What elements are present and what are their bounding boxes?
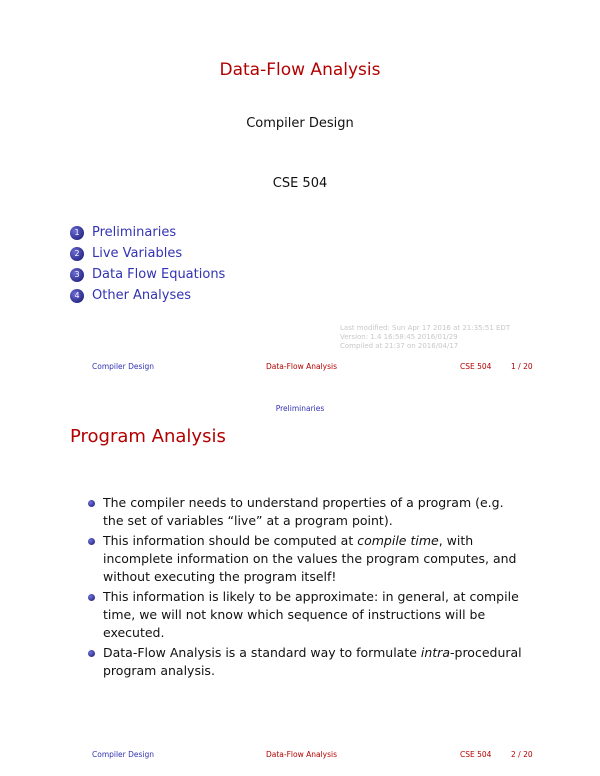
version-info [340,324,510,351]
presentation-subtitle: Compiler Design [246,116,354,131]
toc-item-data-flow-equations[interactable] [70,264,225,285]
footer-course-code: CSE 504 [460,750,492,759]
bullet-text: This information should be computed at compile time, with incomplete information on the values the program computes, and without executing the program itself! [103,533,517,584]
bullet-icon [88,650,95,657]
slide-footer [0,750,600,762]
toc-label: Live Variables [92,246,183,261]
list-item [88,644,528,680]
last-modified: Last modified: Sun Apr 17 2016 at 21:35:51 EDT [340,324,511,332]
section-header[interactable]: Preliminaries [275,404,325,413]
bullet-list [88,494,528,682]
frame-title: Program Analysis [70,426,226,447]
toc-label: Data Flow Equations [92,267,226,282]
toc-number-badge: 2 [70,247,84,261]
bullet-icon [88,594,95,601]
presentation-title: Data-Flow Analysis [219,60,381,80]
version-line: Version: 1.4 16:58:45 2016/01/29 [340,333,458,341]
footer-course-name[interactable]: Compiler Design [92,750,155,759]
content-slide [0,388,600,776]
toc-label: Preliminaries [92,225,177,240]
bullet-text: The compiler needs to understand properties of a program (e.g. the set of variables “live” at a program point). [103,495,504,528]
slide-footer [0,362,600,374]
toc-number-badge: 3 [70,268,84,282]
list-item [88,494,528,530]
footer-page-number: 1 / 20 [511,362,533,371]
bullet-text: Data-Flow Analysis is a standard way to formulate intra-procedural program analysis. [103,645,522,678]
toc-item-preliminaries[interactable] [70,222,225,243]
toc-item-other-analyses[interactable] [70,285,225,306]
bullet-icon [88,538,95,545]
footer-page-number: 2 / 20 [511,750,533,759]
course-code: CSE 504 [272,176,328,191]
table-of-contents [70,222,225,306]
list-item [88,532,528,586]
toc-item-live-variables[interactable] [70,243,225,264]
footer-title[interactable]: Data-Flow Analysis [266,362,338,371]
toc-number-badge: 1 [70,226,84,240]
bullet-text: This information is likely to be approximate: in general, at compile time, we will not know which sequence of instructions will be executed. [103,589,519,640]
list-item [88,588,528,642]
footer-course-code: CSE 504 [460,362,492,371]
footer-course-name[interactable]: Compiler Design [92,362,155,371]
bullet-icon [88,500,95,507]
toc-number-badge: 4 [70,289,84,303]
compiled-line: Compiled at 21:37 on 2016/04/17 [340,342,459,350]
toc-label: Other Analyses [92,288,191,303]
footer-title[interactable]: Data-Flow Analysis [266,750,338,759]
